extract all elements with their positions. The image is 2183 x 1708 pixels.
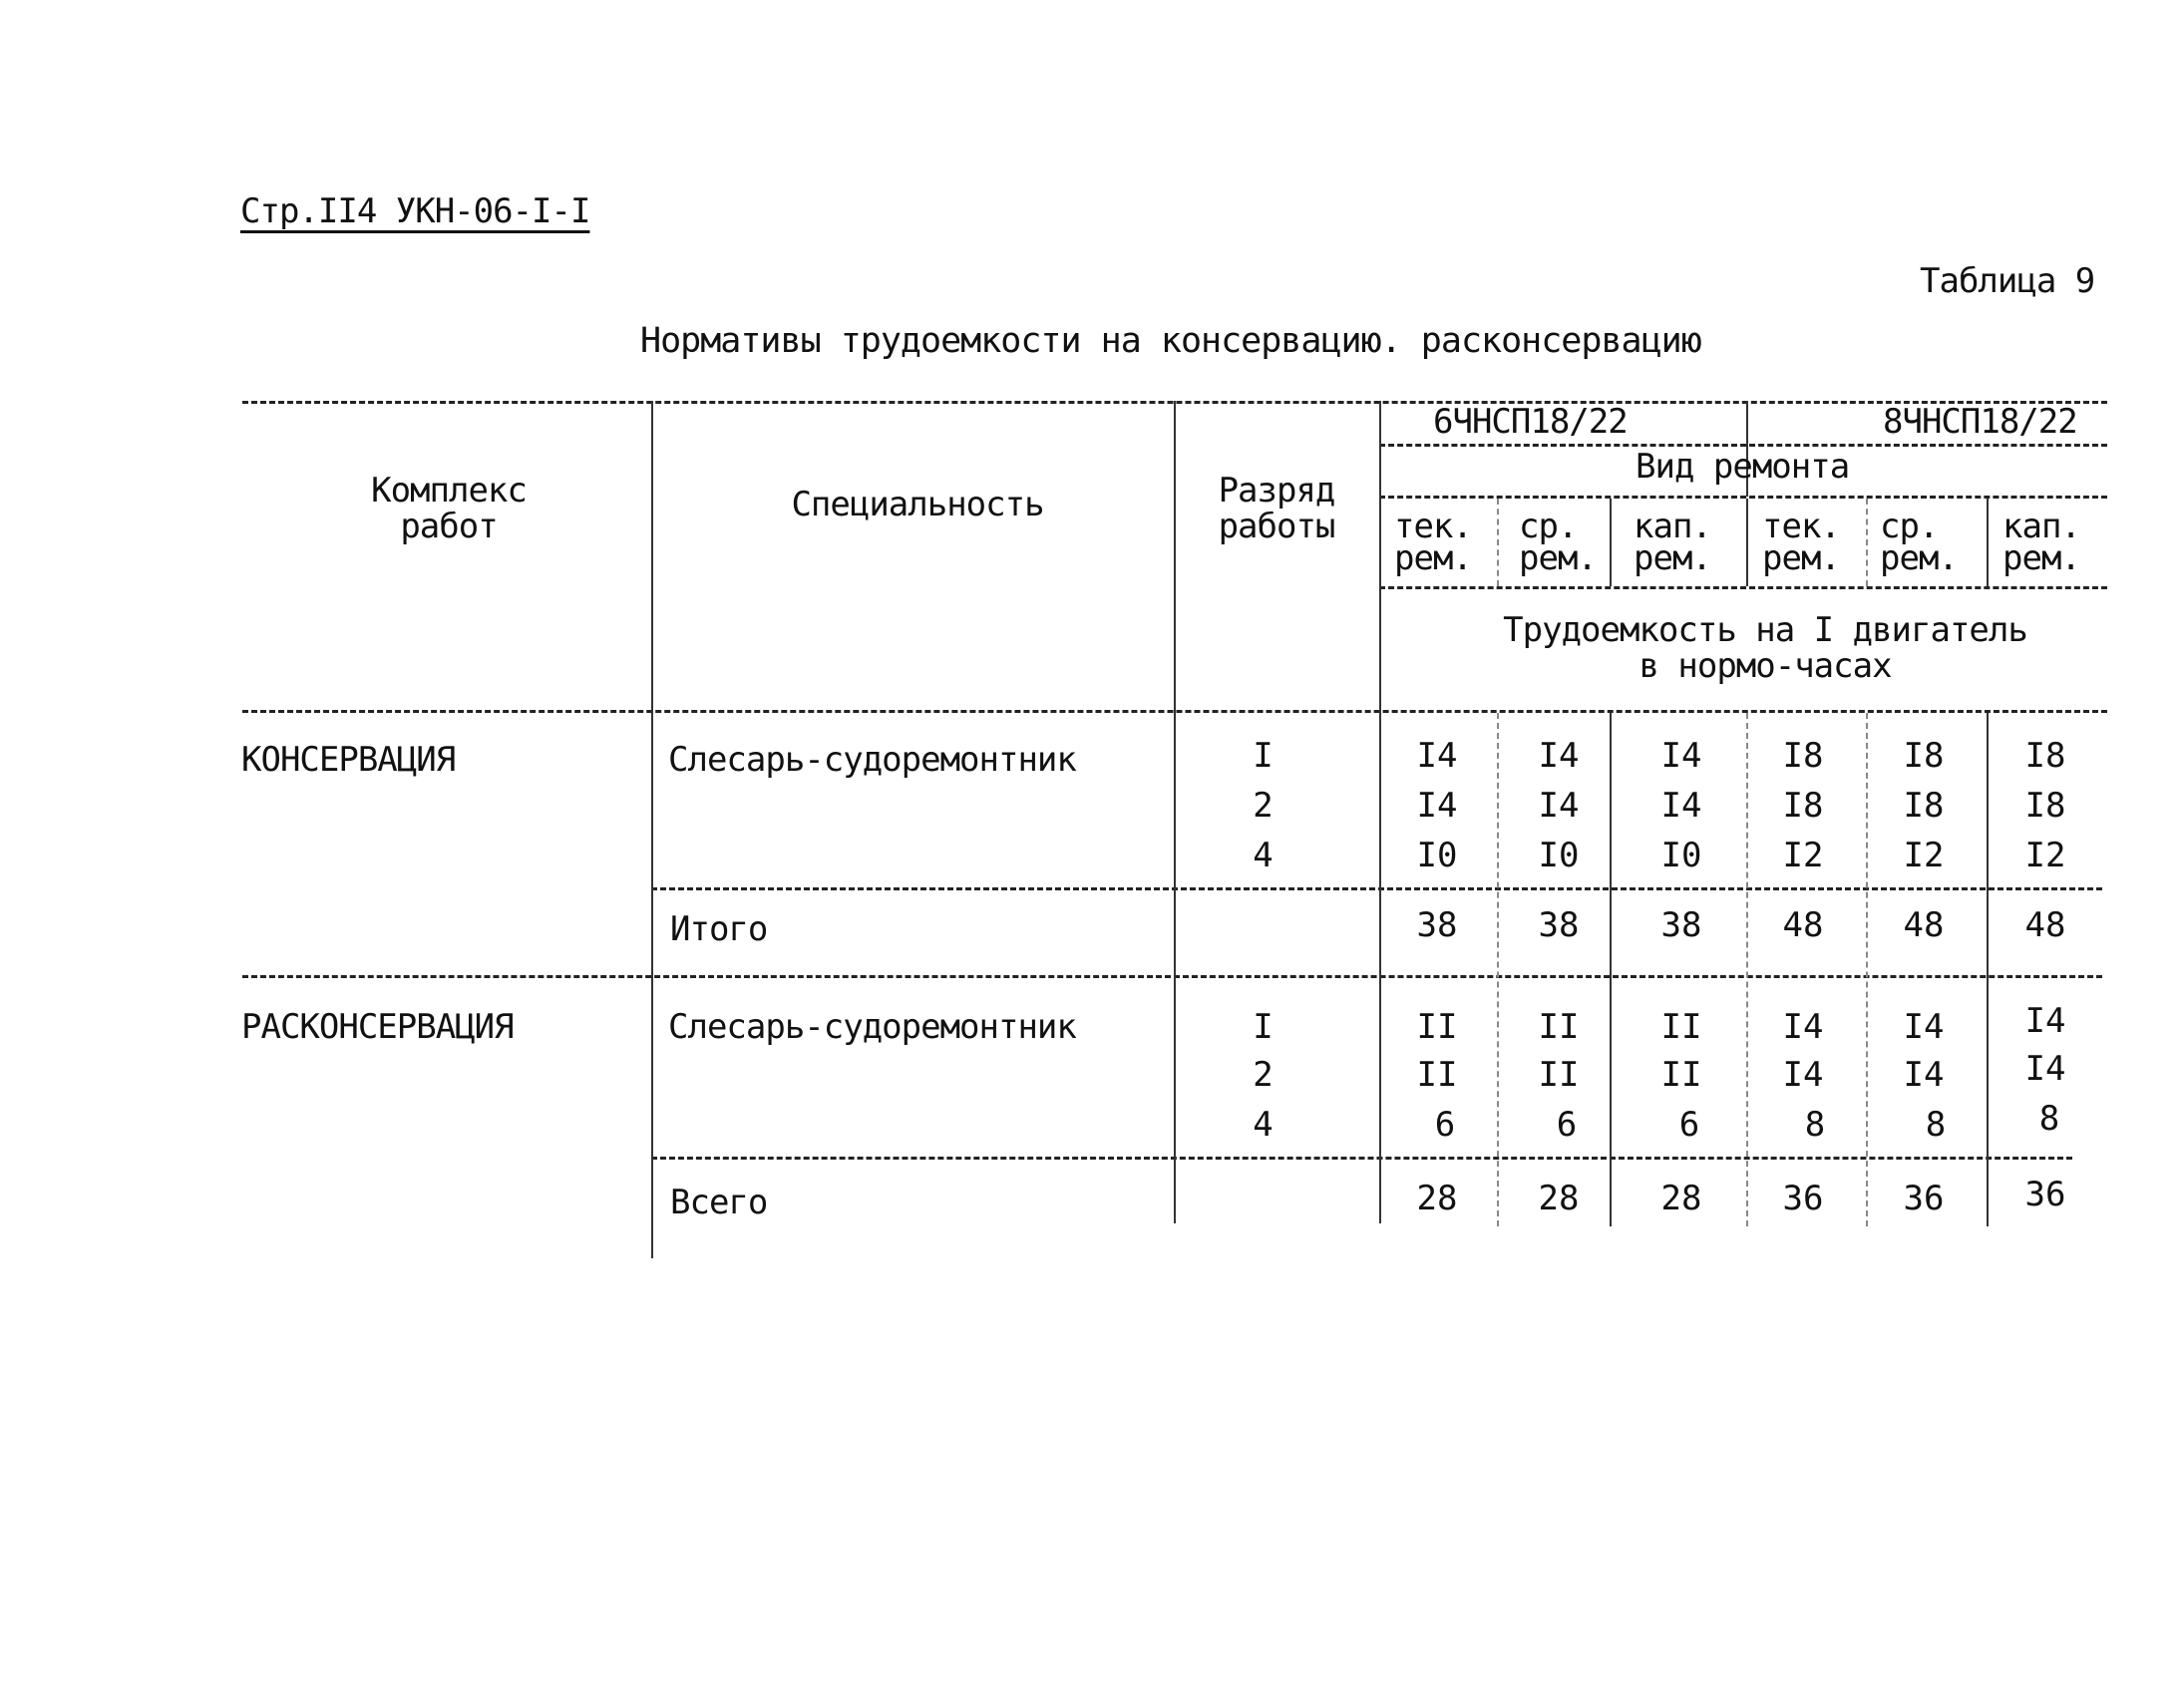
value-cell: I8 xyxy=(1782,736,1824,776)
value-cell: I4 xyxy=(1416,736,1458,776)
total-cell: 48 xyxy=(1782,905,1824,945)
value-cell: I0 xyxy=(1660,836,1702,875)
value-cell: II xyxy=(1660,1007,1702,1047)
value-cell: I4 xyxy=(1538,786,1580,826)
total-cell: 48 xyxy=(1903,905,1945,945)
total-cell: 28 xyxy=(1538,1179,1580,1218)
section-complex-conservation: КОНСЕРВАЦИЯ xyxy=(241,740,456,780)
value-cell: I0 xyxy=(1416,836,1458,875)
total-cell: 48 xyxy=(2024,905,2066,945)
grade-cell: 2 xyxy=(1253,1055,1273,1095)
col-divider-complex xyxy=(651,401,653,1258)
value-cell: I8 xyxy=(1782,786,1824,826)
subtotal-label-conservation: Итого xyxy=(670,909,768,949)
header-engine-8: 8ЧНСП18/22 xyxy=(1883,402,2077,442)
grade-cell: 4 xyxy=(1253,836,1273,875)
value-cell: II xyxy=(1538,1007,1580,1047)
table-number: Таблица 9 xyxy=(1920,261,2095,301)
conservation-subtotal-rule xyxy=(651,887,2102,890)
value-cell: I4 xyxy=(1538,736,1580,776)
total-cell: 36 xyxy=(2024,1175,2066,1214)
header-repair-6: кап. рем. xyxy=(2002,507,2080,578)
header-unit: Трудоемкость на I двигатель в нормо-часах xyxy=(1503,610,2027,686)
col-divider-r4 xyxy=(1866,499,1868,586)
value-cell: I4 xyxy=(1416,786,1458,826)
col-divider-r3 xyxy=(1746,499,1748,586)
value-cell: I4 xyxy=(1660,736,1702,776)
header-complex: Комплекс работ xyxy=(371,471,527,546)
value-cell: 8 xyxy=(2038,1099,2060,1139)
value-cell: 6 xyxy=(1678,1105,1700,1145)
section-specialty-conservation: Слесарь-судоремонтник xyxy=(668,740,1076,780)
col-divider-r2 xyxy=(1610,499,1612,586)
subtotal-label-reconservation: Всего xyxy=(670,1183,768,1222)
value-cell: I0 xyxy=(1538,836,1580,875)
value-cell: II xyxy=(1538,1055,1580,1095)
grade-cell: 2 xyxy=(1253,786,1273,826)
value-cell: I2 xyxy=(1903,836,1945,875)
repair-columns-rule xyxy=(1379,586,2107,589)
value-cell: I2 xyxy=(2024,836,2066,875)
header-repair-1: тек. рем. xyxy=(1394,507,1472,578)
reconservation-subtotal-rule xyxy=(651,1157,2072,1160)
section-specialty-reconservation: Слесарь-судоремонтник xyxy=(668,1007,1076,1047)
section-divider-rule xyxy=(242,975,2102,978)
total-cell: 38 xyxy=(1416,905,1458,945)
grade-cell: I xyxy=(1253,1007,1273,1047)
header-repair-5: ср. рем. xyxy=(1880,507,1958,578)
value-cell: II xyxy=(1416,1007,1458,1047)
total-cell: 28 xyxy=(1660,1179,1702,1218)
grade-cell: 4 xyxy=(1253,1105,1273,1145)
total-cell: 36 xyxy=(1782,1179,1824,1218)
grade-cell: I xyxy=(1253,736,1273,776)
value-cell: 8 xyxy=(1925,1105,1947,1145)
header-engine-6: 6ЧНСП18/22 xyxy=(1433,402,1628,442)
header-repair-type: Вид ремонта xyxy=(1636,447,1850,487)
value-cell: I2 xyxy=(1782,836,1824,875)
value-cell: 8 xyxy=(1804,1105,1826,1145)
value-cell: I8 xyxy=(2024,786,2066,826)
header-specialty: Специальность xyxy=(791,485,1044,524)
header-repair-3: кап. рем. xyxy=(1634,507,1711,578)
value-cell: I8 xyxy=(1903,786,1945,826)
value-cell: 6 xyxy=(1434,1105,1456,1145)
value-cell: II xyxy=(1416,1055,1458,1095)
page-reference: Стр.II4 УКН-06-I-I xyxy=(240,191,590,231)
value-cell: I4 xyxy=(1660,786,1702,826)
header-repair-2: ср. рем. xyxy=(1519,507,1597,578)
col-divider-r1 xyxy=(1497,499,1499,586)
value-cell: I4 xyxy=(2024,1001,2066,1041)
header-grade: Разряд работы xyxy=(1218,471,1335,546)
total-cell: 38 xyxy=(1660,905,1702,945)
value-cell: I4 xyxy=(1903,1055,1945,1095)
section-complex-reconservation: РАСКОНСЕРВАЦИЯ xyxy=(241,1007,514,1047)
value-cell: I8 xyxy=(1903,736,1945,776)
value-cell: 6 xyxy=(1556,1105,1578,1145)
table-title: Нормативы трудоемкости на консервацию. расконсервацию xyxy=(640,321,1701,361)
value-cell: II xyxy=(1660,1055,1702,1095)
total-cell: 28 xyxy=(1416,1179,1458,1218)
col-divider-specialty xyxy=(1174,401,1176,1223)
col-divider-r5 xyxy=(1987,499,1989,586)
value-cell: I4 xyxy=(1782,1055,1824,1095)
repair-type-rule xyxy=(1379,496,2107,499)
value-cell: I8 xyxy=(2024,736,2066,776)
total-cell: 38 xyxy=(1538,905,1580,945)
header-repair-4: тек. рем. xyxy=(1762,507,1840,578)
value-cell: I4 xyxy=(1782,1007,1824,1047)
value-cell: I4 xyxy=(1903,1007,1945,1047)
total-cell: 36 xyxy=(1903,1179,1945,1218)
value-cell: I4 xyxy=(2024,1049,2066,1089)
